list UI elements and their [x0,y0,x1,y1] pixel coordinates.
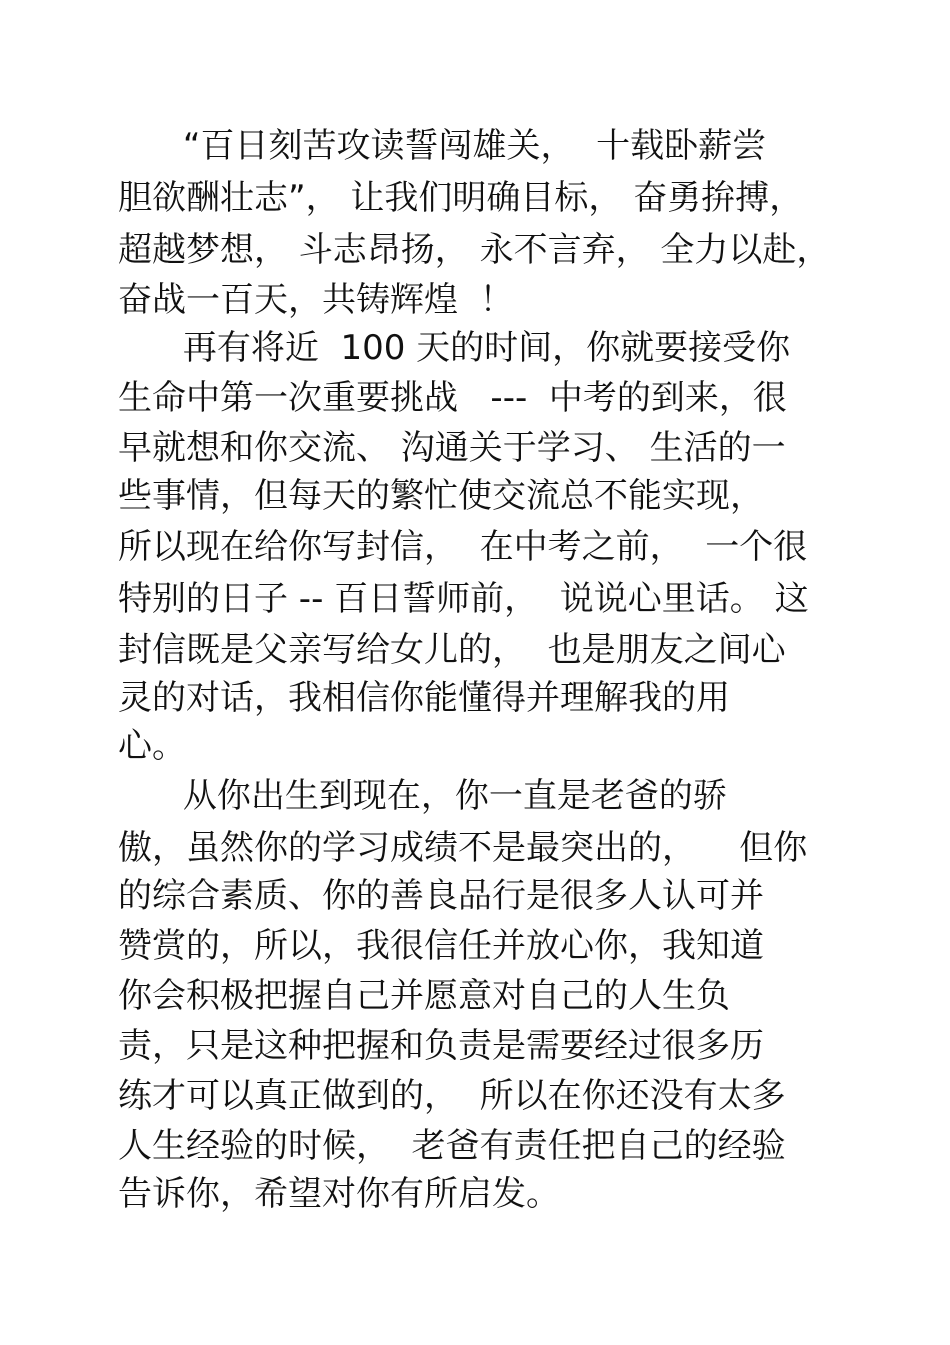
text-line: 人生经验的时候， 老爸有责任把自己的经验 [118,1126,786,1166]
text-line: 胆欲酬壮志”， 让我们明确目标， 奋勇拚搏， [118,178,804,218]
text-line: 特别的日子 -- 百日誓师前， 说说心里话。 这 [118,579,809,619]
text-line: 你会积极把握自己并愿意对自己的人生负 [118,976,730,1016]
text-line: 告诉你，希望对你有所启发。 [118,1174,560,1214]
text-line: 灵的对话，我相信你能懂得并理解我的用 [118,678,730,718]
text-line: 早就想和你交流、 沟通关于学习、 生活的一 [118,428,786,468]
text-line: 超越梦想， 斗志昂扬， 永不言弃， 全力以赴， [118,230,831,270]
text-line: 傲，虽然你的学习成绩不是最突出的， 但你 [118,828,808,868]
text-line: 所以现在给你写封信， 在中考之前， 一个很 [118,527,808,567]
text-line: 从你出生到现在，你一直是老爸的骄 [118,776,727,816]
text-line: 练才可以真正做到的， 所以在你还没有太多 [118,1076,786,1116]
text-line: 封信既是父亲写给女儿的， 也是朋友之间心 [118,630,786,670]
text-line: 赞赏的，所以，我很信任并放心你，我知道 [118,926,764,966]
text-line: “百日刻苦攻读誓闯雄关， 十载卧薪尝 [118,126,767,166]
text-line: 生命中第一次重要挑战 --- 中考的到来，很 [118,378,787,418]
text-line: 些事情，但每天的繁忙使交流总不能实现， [118,476,764,516]
text-line: 奋战一百天，共铸辉煌 ！ [118,280,514,320]
text-line: 责，只是这种把握和负责是需要经过很多历 [118,1026,764,1066]
text-line: 再有将近 100 天的时间，你就要接受你 [118,328,791,368]
text-line: 的综合素质、你的善良品行是很多人认可并 [118,876,764,916]
text-line: 心。 [118,726,186,766]
